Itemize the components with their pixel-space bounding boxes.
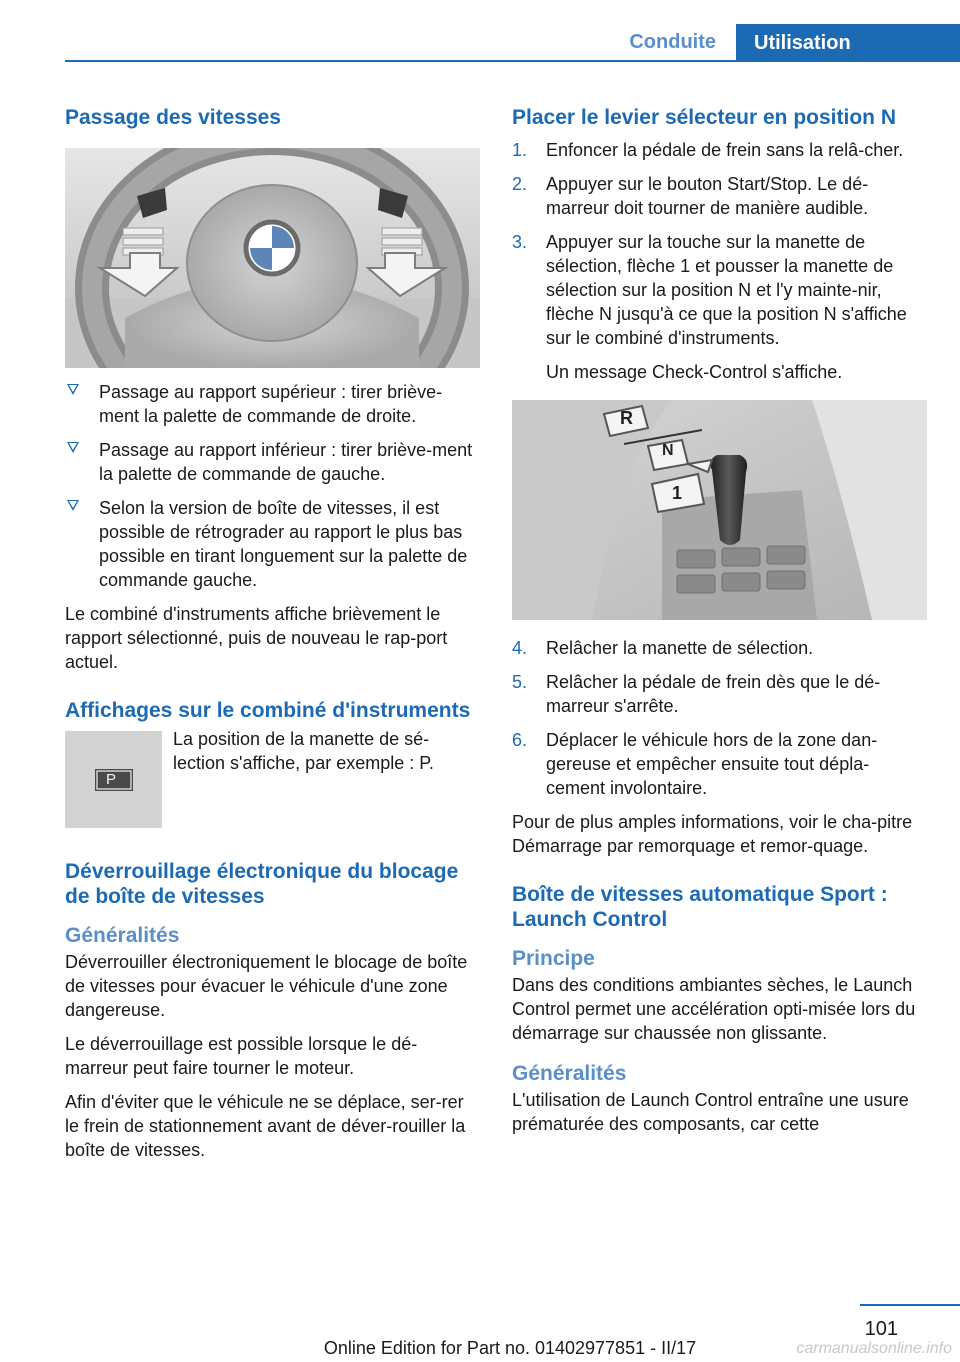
- edition-line: Online Edition for Part no. 01402977851 - II/17: [323, 1338, 697, 1358]
- lever-label-r: R: [620, 408, 633, 428]
- steering-wheel-illustration: [65, 148, 480, 368]
- subheading-general: Généralités: [512, 1062, 627, 1085]
- heading-neutral-position: Placer le levier sélecteur en position N: [512, 106, 896, 129]
- watermark: carmanualsonline.info: [796, 1340, 952, 1357]
- shift-paragraph: Le combiné d'instruments affiche brièvement le rapport sélectionné, puis de nouveau le rap‐port actuel.: [65, 604, 448, 672]
- page-header: [65, 24, 960, 62]
- page-number: 101: [864, 1318, 898, 1340]
- display-text: La position de la manette de sé‐lection s'affiche, par exemple : P.: [173, 729, 434, 773]
- steps-list-a: [512, 138, 927, 384]
- section-tab-conduite: Conduite: [629, 31, 716, 53]
- principle-paragraph: Dans des conditions ambiantes sèches, le Launch Control permet une accélération opti‐misée lors du démarrage sur chaussée non glissante.: [512, 975, 916, 1043]
- unlock-paragraph: Afin d'éviter que le véhicule ne se déplace, ser‐rer le frein de stationnement avant de déver‐rouiller la boîte de vitesses.: [65, 1092, 466, 1160]
- unlock-paragraph: Le déverrouillage est possible lorsque le dé‐marreur peut faire tourner le moteur.: [65, 1034, 418, 1078]
- step-number: 3.: [512, 232, 528, 252]
- step-number: 6.: [512, 730, 528, 750]
- list-item: 1. Enfoncer la pédale de frein sans la relâ‐cher.: [512, 140, 904, 160]
- lever-label-n: N: [662, 442, 674, 459]
- subheading-principle: Principe: [512, 947, 595, 970]
- page-number-rule: [860, 1304, 960, 1306]
- steps-list-b: [512, 636, 927, 800]
- section-tab-utilisation: Utilisation: [736, 24, 960, 62]
- unlock-paragraph: Déverrouiller électroniquement le blocage de boîte de vitesses pour évacuer le véhicule d'une zone dangereuse.: [65, 952, 468, 1020]
- list-item: 2. Appuyer sur le bouton Start/Stop. Le dé‐marreur doit tourner de manière audible.: [512, 174, 869, 218]
- step-note: Un message Check-Control s'affiche.: [546, 362, 843, 382]
- subheading-general: Généralités: [65, 924, 180, 947]
- list-item: Selon la version de boîte de vitesses, il est possible de rétrograder au rapport le plus bas possible en tirant longuement sur la palette de commande gauche.: [65, 496, 480, 592]
- left-column: [65, 100, 480, 1162]
- heading-gear-shift: Passage des vitesses: [65, 106, 281, 129]
- display-block: [65, 727, 480, 851]
- triangle-bullet-icon: [67, 442, 79, 453]
- triangle-bullet-icon: [67, 384, 79, 395]
- step-number: 1.: [512, 140, 528, 160]
- list-item: 6. Déplacer le véhicule hors de la zone dan‐gereuse et empêcher ensuite tout dépla‐cement involontaire.: [512, 730, 878, 798]
- triangle-bullet-icon: [67, 500, 79, 511]
- right-column: [512, 100, 927, 1136]
- lever-label-1: 1: [672, 483, 683, 503]
- step-number: 4.: [512, 638, 528, 658]
- list-item: Passage au rapport inférieur : tirer briève‐ment la palette de commande de gauche.: [65, 438, 480, 486]
- neutral-paragraph: Pour de plus amples informations, voir le cha‐pitre Démarrage par remorquage et remor‐quage.: [512, 812, 913, 856]
- shift-bullet-list: [65, 380, 480, 592]
- gear-lever-illustration: [512, 400, 927, 620]
- heading-electronic-unlock: Déverrouillage électronique du blocage de boîte de vitesses: [65, 860, 459, 908]
- header-rule: [65, 60, 960, 62]
- list-item: Passage au rapport supérieur : tirer briève‐ment la palette de commande de droite.: [65, 380, 480, 428]
- list-item: 3. Appuyer sur la touche sur la manette de sélection, flèche 1 et pousser la manette de sélection sur la position N et l'y mainte‐nir, flèche N jusqu'à ce que la position N s'affiche sur le combiné d'instruments. Un message Check-Control s'affiche.: [512, 230, 927, 384]
- heading-launch-control: Boîte de vitesses automatique Sport : Launch Control: [512, 883, 888, 931]
- general-paragraph: L'utilisation de Launch Control entraîne une usure prématurée des composants, car cette: [512, 1090, 909, 1134]
- lever-illustration-wrap: [512, 400, 927, 620]
- heading-instrument-display: Affichages sur le combiné d'instruments: [65, 699, 471, 722]
- display-letter-p: P: [106, 771, 117, 788]
- step-number: 5.: [512, 672, 528, 692]
- list-item: 5. Relâcher la pédale de frein dès que le dé‐marreur s'arrête.: [512, 672, 881, 716]
- list-item: 4. Relâcher la manette de sélection.: [512, 638, 814, 658]
- step-number: 2.: [512, 174, 528, 194]
